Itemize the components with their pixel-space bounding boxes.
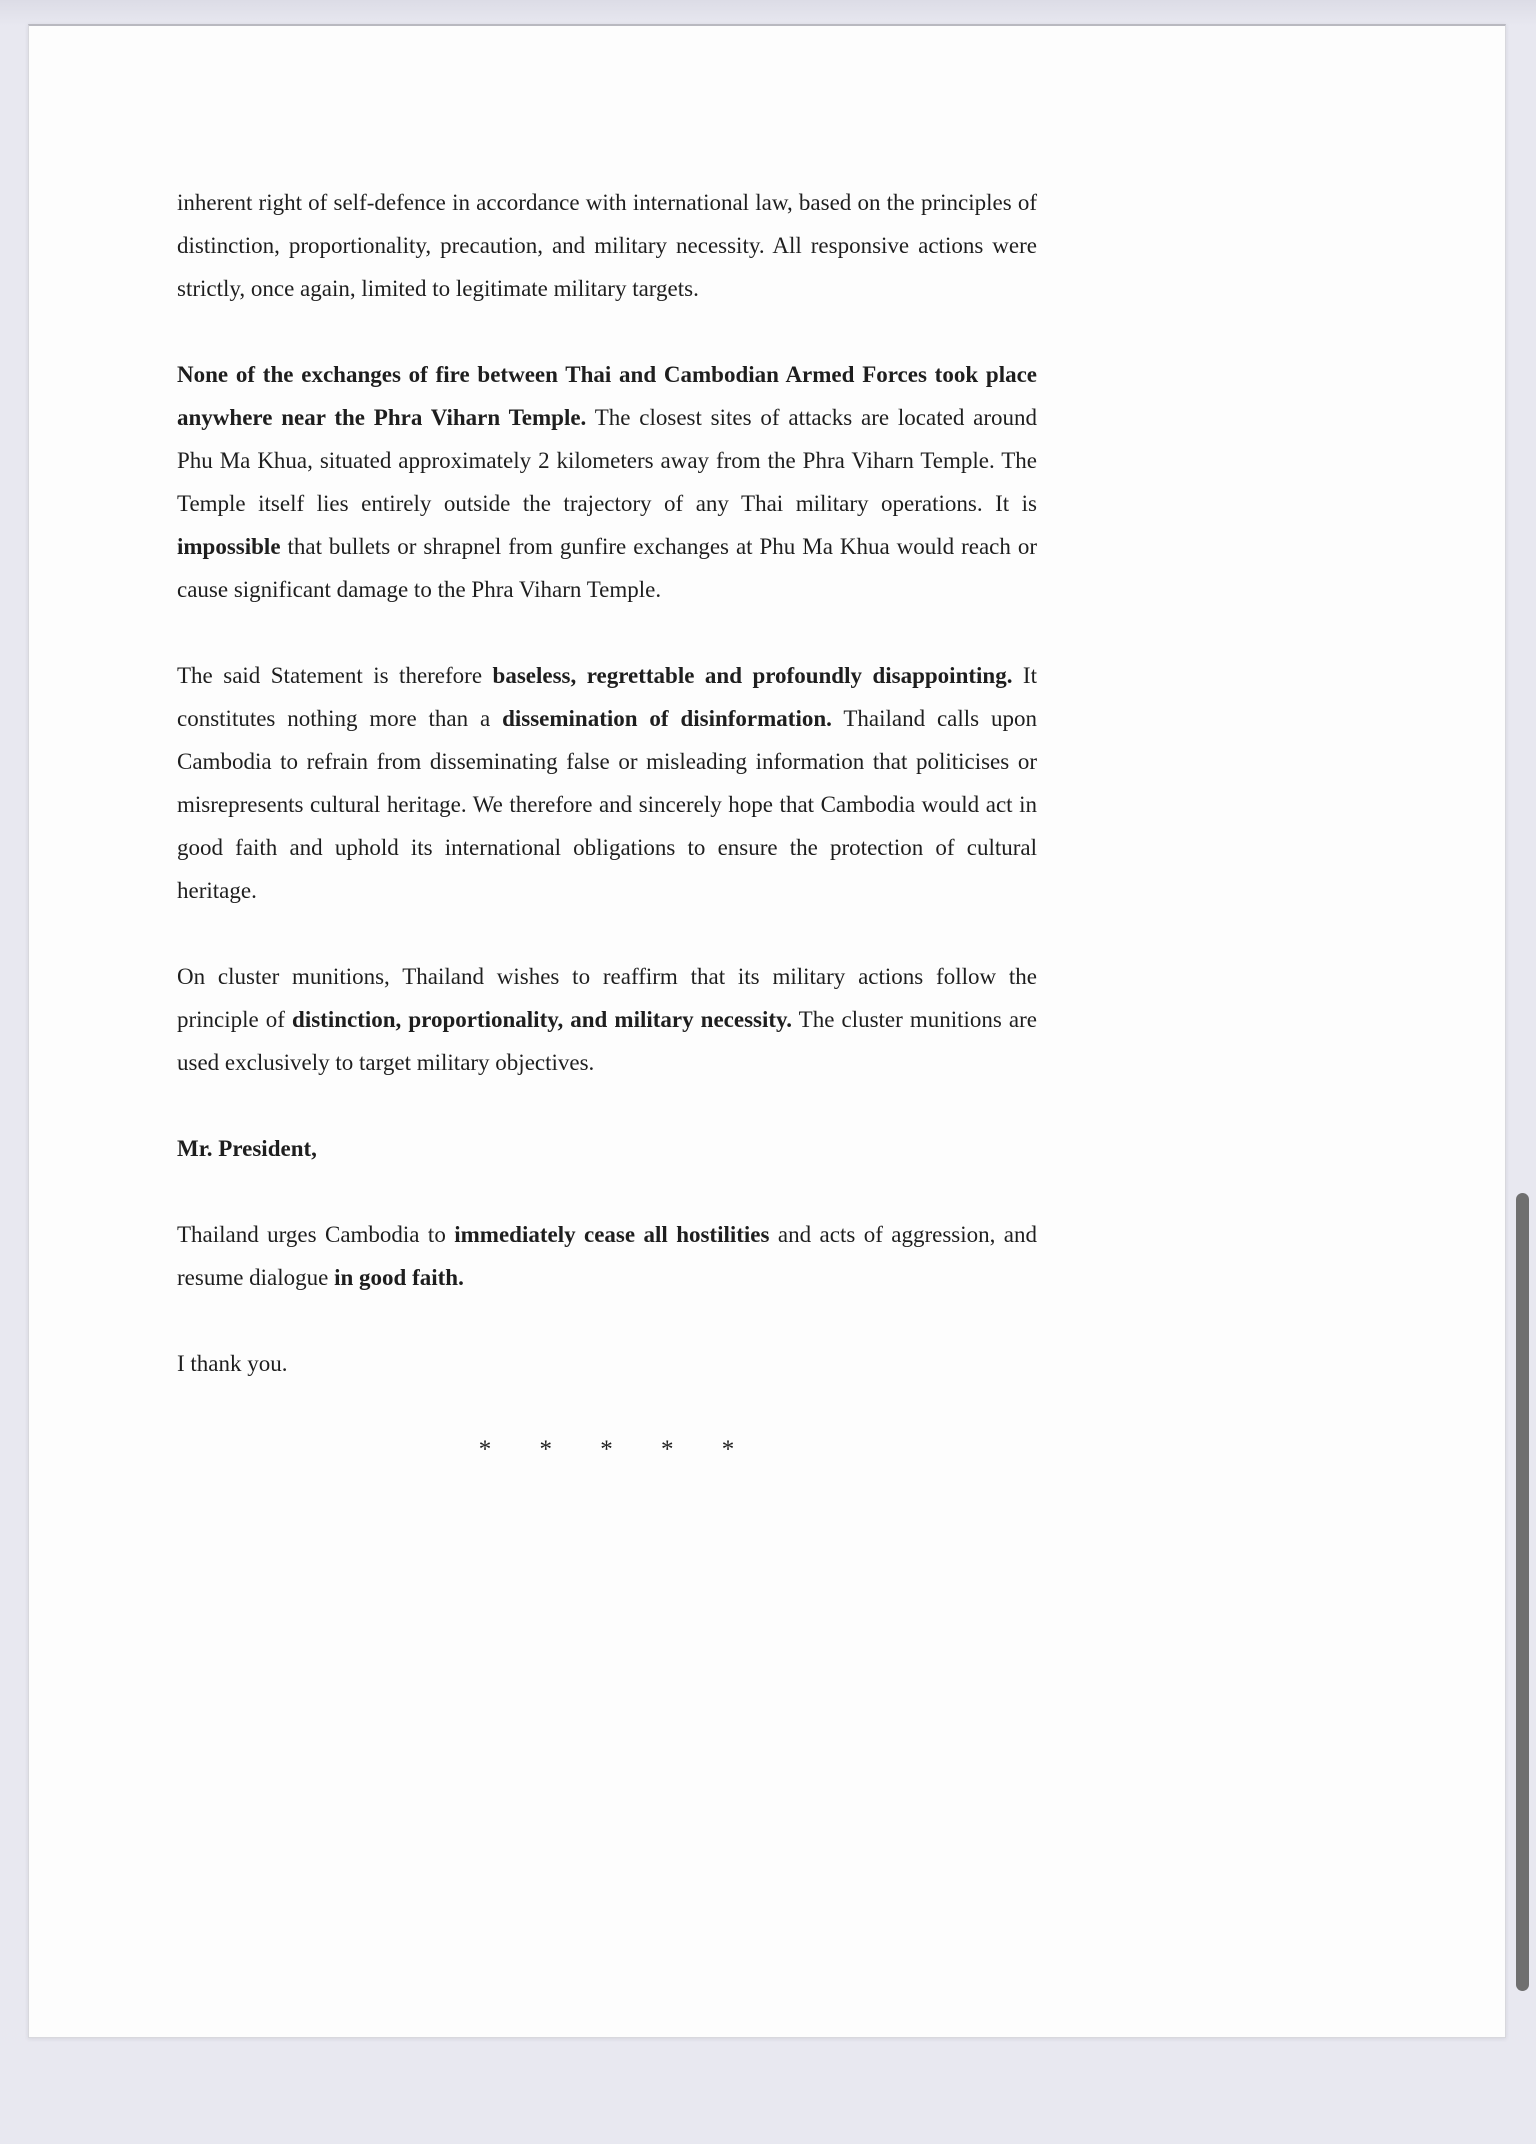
paragraph-text: The cluster munitions are used exclusively to target military objectives.: [177, 1007, 1038, 1075]
paragraph-text: Thailand calls upon Cambodia to refrain from disseminating false or misleading information that politicises or misrepresents cultural heritage. We therefore and sincerely hope that Cambodia would act in good faith and uphold its international obligations to ensure the protection of cultural heritage.: [177, 706, 1037, 903]
paragraph-text: On cluster munitions, Thailand wishes to reaffirm that its military actions follow the principle of: [177, 964, 1037, 1032]
paragraph: [177, 1213, 1037, 1299]
document-body: [177, 181, 1037, 1471]
document-page: [28, 24, 1506, 2038]
paragraph: [177, 654, 1037, 912]
paragraph-text: It constitutes nothing more than a: [177, 663, 1037, 731]
paragraph: [177, 955, 1037, 1084]
paragraph: [177, 353, 1037, 611]
paragraph-text: The closest sites of attacks are located around Phu Ma Khua, situated approximately 2 kilometers away from the Phra Viharn Temple. The Temple itself lies entirely outside the trajectory of any Thai military operations. It is: [177, 405, 1037, 516]
paragraph-text: inherent right of self-defence in accordance with international law, based on the principles of distinction, proportionality, precaution, and military necessity. All responsive actions were strictly, once again, limited to legitimate military targets.: [177, 190, 1037, 301]
paragraph: [177, 1127, 1037, 1170]
asterisk-separator: * * * * *: [478, 1436, 736, 1463]
paragraph-text-bold: distinction, proportionality, and military necessity.: [292, 1007, 793, 1032]
paragraph-text-bold: baseless, regrettable and profoundly disappointing.: [492, 663, 1013, 688]
paragraph-text: and acts of aggression, and resume dialogue: [177, 1222, 1038, 1290]
paragraph-text: that bullets or shrapnel from gunfire exchanges at Phu Ma Khua would reach or cause significant damage to the Phra Viharn Temple.: [177, 534, 1037, 602]
paragraph-text-bold: None of the exchanges of fire between Thai and Cambodian Armed Forces took place anywhere near the Phra Viharn Temple.: [177, 362, 1037, 430]
scrollbar-thumb[interactable]: [1516, 1193, 1529, 1991]
paragraph-text: I thank you.: [177, 1351, 288, 1376]
paragraph-text: The said Statement is therefore: [177, 663, 493, 688]
paragraph-text-bold: Mr. President,: [177, 1136, 317, 1161]
paragraph-text: Thailand urges Cambodia to: [177, 1222, 455, 1247]
paragraph-text-bold: in good faith.: [334, 1265, 464, 1290]
paragraph-text-bold: immediately cease all hostilities: [454, 1222, 770, 1247]
paragraph: [177, 181, 1037, 310]
paragraph: [177, 1342, 1037, 1385]
paragraph-text-bold: dissemination of disinformation.: [502, 706, 832, 731]
paragraph-text-bold: impossible: [177, 534, 281, 559]
